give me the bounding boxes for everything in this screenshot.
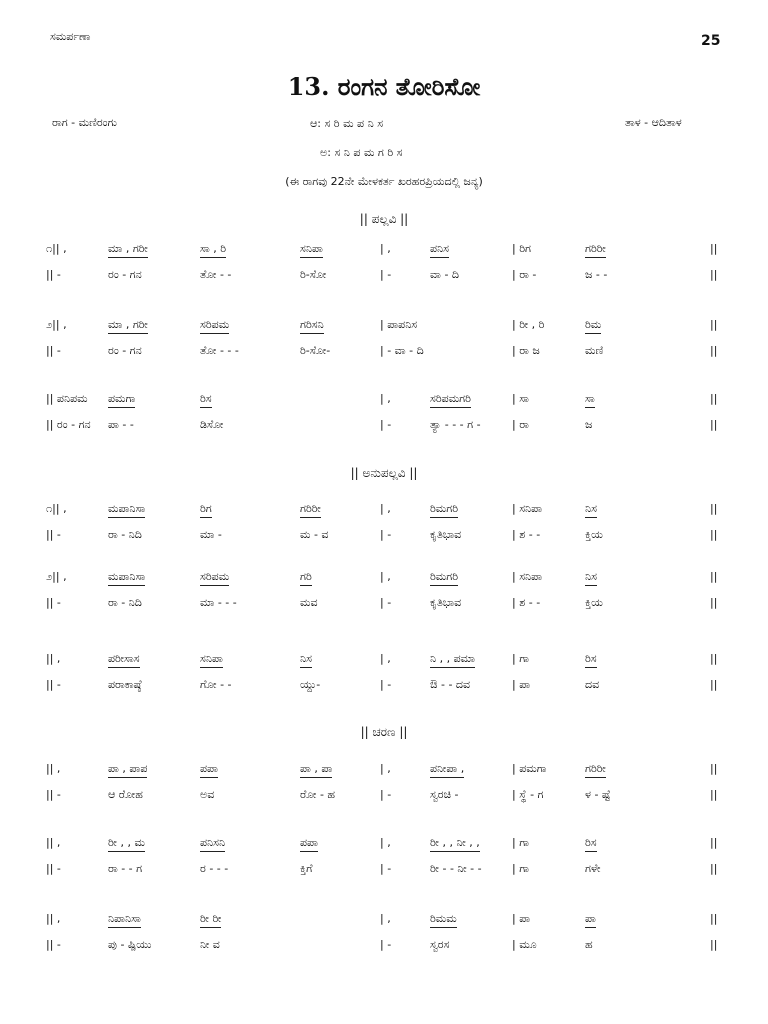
notation-cell: | ರಿಗ bbox=[512, 242, 531, 255]
notation-cell: ರಿಸ bbox=[200, 392, 212, 408]
notation-cell: ನಿಪಾನಿಸಾ bbox=[108, 912, 141, 928]
notation-cell: ಜ - - bbox=[585, 268, 608, 281]
notation-cell: || ಪನಿಪಮ bbox=[46, 392, 88, 405]
notation-cell: || bbox=[710, 938, 718, 951]
notation-cell: || bbox=[710, 912, 718, 925]
notation-cell: || , bbox=[46, 912, 61, 925]
notation-row bbox=[0, 502, 768, 522]
notation-cell: ರ - - - bbox=[200, 862, 229, 875]
notation-cell: ರೀ , , ನೀ , , bbox=[430, 836, 480, 852]
notation-cell: | ಗಾ bbox=[512, 862, 530, 875]
notation-cell: || bbox=[710, 570, 718, 583]
notation-cell: ಪಾ , ಪಾಪ bbox=[108, 762, 147, 778]
notation-cell: ತೋ - - - bbox=[200, 344, 239, 357]
notation-cell: | ಗಾ bbox=[512, 836, 530, 849]
notation-cell: ರೀ ರೀ bbox=[200, 912, 221, 928]
notation-cell: || bbox=[710, 836, 718, 849]
notation-cell: ಡಿಸೋ bbox=[200, 418, 224, 431]
notation-cell: ಳ - ಷ್ಟೆ bbox=[585, 788, 611, 801]
notation-row bbox=[0, 242, 768, 262]
notation-row bbox=[0, 912, 768, 932]
notation-cell: ರಿಮಮ bbox=[430, 912, 457, 928]
notation-cell: ಸನಿಪಾ bbox=[200, 652, 223, 668]
notation-cell: ಸರಿಪಮಗರಿ bbox=[430, 392, 471, 408]
notation-cell: ಮಾ - bbox=[200, 528, 222, 541]
notation-cell: ಸ್ವರಸ bbox=[430, 938, 450, 951]
notation-cell: ಜ bbox=[585, 418, 593, 431]
notation-row bbox=[0, 318, 768, 338]
notation-cell: ೧|| , bbox=[46, 242, 67, 255]
notation-cell: ರಂ - ಗನ bbox=[108, 268, 142, 281]
notation-cell: || , bbox=[46, 836, 61, 849]
notation-cell: ೨|| , bbox=[46, 318, 67, 331]
notation-cell: ಮವ bbox=[300, 596, 318, 609]
notation-cell: || bbox=[710, 502, 718, 515]
notation-cell: | ಗಾ bbox=[512, 652, 530, 665]
notation-cell: || - bbox=[46, 938, 61, 951]
section-anupallavi: || ಅನುಪಲ್ಲವಿ || bbox=[350, 466, 418, 480]
song-title: 13. ರಂಗನ ತೋರಿಸೋ bbox=[287, 72, 481, 101]
notation-cell: | - bbox=[380, 268, 392, 281]
notation-row bbox=[0, 596, 768, 616]
notation-row bbox=[0, 344, 768, 364]
notation-cell: | - bbox=[380, 678, 392, 691]
notation-cell: ರಿಸ bbox=[585, 652, 597, 668]
notation-cell: ಗರಿ bbox=[300, 570, 312, 586]
notation-cell: || - bbox=[46, 596, 61, 609]
notation-cell: ರಿಗ bbox=[200, 502, 212, 518]
notation-cell: | ರಾ bbox=[512, 418, 529, 431]
notation-cell: || bbox=[710, 392, 718, 405]
notation-cell: ಪಪಾ bbox=[200, 762, 218, 778]
notation-cell: ಆ ರೋಹ bbox=[108, 788, 143, 801]
janya-note: (ಈ ರಾಗವು 22ನೇ ಮೇಳಕರ್ತ ಖರಹರಪ್ರಿಯದಲ್ಲಿ ಜನ್ಯ) bbox=[285, 175, 483, 188]
notation-cell: ಮಣಿ bbox=[585, 344, 604, 357]
notation-cell: ನಿಸ bbox=[585, 570, 597, 586]
notation-cell: | ರೀ , ರಿ bbox=[512, 318, 545, 331]
arohana-line: ಆ: ಸ ರಿ ಮ ಪ ನಿ ಸ bbox=[310, 117, 384, 130]
notation-cell: || - bbox=[46, 344, 61, 357]
notation-cell: ಪನಿಸ bbox=[430, 242, 449, 258]
notation-cell: ರಂ - ಗನ bbox=[108, 344, 142, 357]
notation-cell: ರಿಸ bbox=[585, 836, 597, 852]
notation-cell: || - bbox=[46, 268, 61, 281]
notation-cell: ಪಾ , ಪಾ bbox=[300, 762, 332, 778]
notation-cell: ಪಮಗಾ bbox=[108, 392, 135, 408]
notation-cell: ಗರಿರೀ bbox=[300, 502, 321, 518]
notation-row bbox=[0, 862, 768, 882]
notation-cell: ರಿ-ಸೋ bbox=[300, 268, 327, 281]
raga-label: ರಾಗ - ಮಣಿರಂಗು bbox=[52, 116, 118, 129]
notation-cell: ಮಾ , ಗರೀ bbox=[108, 242, 148, 258]
section-charana: || ಚರಣ || bbox=[360, 725, 408, 739]
notation-cell: ಮಾ - - - bbox=[200, 596, 237, 609]
notation-cell: | - ವಾ - ದಿ bbox=[380, 344, 424, 357]
notation-cell: ಪನೀಪಾ , bbox=[430, 762, 464, 778]
notation-cell: ಸ್ವರಚಿ - bbox=[430, 788, 459, 801]
notation-cell: | , bbox=[380, 242, 391, 255]
notation-cell: ಔ - - ದವ bbox=[430, 678, 471, 691]
notation-cell: ನಿ , , ಪಮಾ bbox=[430, 652, 475, 668]
notation-cell: ಹ bbox=[585, 938, 593, 951]
notation-cell: ಸಾ bbox=[585, 392, 595, 408]
notation-cell: || bbox=[710, 344, 718, 357]
notation-cell: || , bbox=[46, 762, 61, 775]
notation-cell: | , bbox=[380, 836, 391, 849]
notation-cell: | - bbox=[380, 938, 392, 951]
notation-cell: || bbox=[710, 528, 718, 541]
notation-cell: || - bbox=[46, 528, 61, 541]
notation-cell: ಪರೀಸಾಸ bbox=[108, 652, 140, 668]
notation-cell: ಸರಿಪಮ bbox=[200, 318, 229, 334]
notation-cell: || bbox=[710, 762, 718, 775]
notation-cell: || bbox=[710, 652, 718, 665]
notation-cell: | , bbox=[380, 762, 391, 775]
notation-row bbox=[0, 788, 768, 808]
notation-cell: ರಿಮ bbox=[585, 318, 601, 334]
notation-cell: ತೋ - - bbox=[200, 268, 232, 281]
notation-cell: || , bbox=[46, 652, 61, 665]
notation-row bbox=[0, 762, 768, 782]
notation-cell: || bbox=[710, 268, 718, 281]
notation-cell: || - bbox=[46, 788, 61, 801]
notation-row bbox=[0, 528, 768, 548]
notation-cell: ಗರಿರೀ bbox=[585, 242, 606, 258]
notation-row bbox=[0, 268, 768, 288]
notation-cell: ರಿಮಗರಿ bbox=[430, 502, 458, 518]
notation-cell: | ರಾ - bbox=[512, 268, 537, 281]
notation-cell: ವಾ - ದಿ bbox=[430, 268, 460, 281]
section-pallavi: || ಪಲ್ಲವಿ || bbox=[359, 212, 409, 226]
notation-cell: ಮಪಾನಿಸಾ bbox=[108, 570, 145, 586]
notation-cell: | ಪಾ bbox=[512, 912, 531, 925]
notation-cell: ಕ್ತಿಯ bbox=[585, 528, 603, 541]
notation-cell: ನಿಸ bbox=[300, 652, 312, 668]
notation-cell: ಪು - ಷ್ಪಿಯು bbox=[108, 938, 152, 951]
notation-cell: || ರಂ - ಗನ bbox=[46, 418, 91, 431]
notation-cell: ಮಪಾನಿಸಾ bbox=[108, 502, 145, 518]
notation-row bbox=[0, 652, 768, 672]
notation-row bbox=[0, 418, 768, 438]
notation-cell: ಗರಿರೀ bbox=[585, 762, 606, 778]
notation-cell: ದವ bbox=[585, 678, 600, 691]
notation-cell: ಸಾ , ರಿ bbox=[200, 242, 226, 258]
notation-cell: ನಿಸ bbox=[585, 502, 597, 518]
notation-row bbox=[0, 570, 768, 590]
notation-cell: | ಸನಿಪಾ bbox=[512, 502, 543, 515]
notation-cell: | , bbox=[380, 502, 391, 515]
book-title: ಸಮರ್ಪಣಾ bbox=[50, 30, 91, 43]
notation-cell: ಕ್ತಿಗೆ bbox=[300, 862, 313, 875]
notation-cell: ರಿಮಗರಿ bbox=[430, 570, 458, 586]
notation-cell: || bbox=[710, 418, 718, 431]
notation-cell: ಕೃತಿಭಾವ bbox=[430, 528, 462, 541]
notation-cell: ನೀ ವ bbox=[200, 938, 220, 951]
notation-cell: | - bbox=[380, 528, 392, 541]
notation-cell: ಸನಿಪಾ bbox=[300, 242, 323, 258]
notation-cell: ರೋ - ಹ bbox=[300, 788, 336, 801]
notation-cell: | ಪಾ bbox=[512, 678, 531, 691]
notation-cell: ರಾ - ನಿದಿ bbox=[108, 528, 142, 541]
notation-cell: ಅವ bbox=[200, 788, 215, 801]
notation-cell: || - bbox=[46, 678, 61, 691]
notation-cell: | - bbox=[380, 788, 392, 801]
notation-cell: ೨|| , bbox=[46, 570, 67, 583]
notation-cell: | , bbox=[380, 912, 391, 925]
notation-cell: | - bbox=[380, 862, 392, 875]
notation-cell: ಪಾ bbox=[585, 912, 596, 928]
notation-cell: | ಸಾ bbox=[512, 392, 529, 405]
notation-cell: ಕೃತಿಭಾವ bbox=[430, 596, 462, 609]
notation-cell: || - bbox=[46, 862, 61, 875]
notation-cell: ಯ್ದು- bbox=[300, 678, 321, 691]
notation-cell: ರಿ-ಸೋ- bbox=[300, 344, 331, 357]
notation-cell: || bbox=[710, 862, 718, 875]
notation-cell: || bbox=[710, 242, 718, 255]
notation-cell: | , bbox=[380, 392, 391, 405]
notation-cell: | ಶ - - bbox=[512, 596, 541, 609]
notation-cell: | - bbox=[380, 418, 392, 431]
notation-row bbox=[0, 836, 768, 856]
notation-cell: || bbox=[710, 596, 718, 609]
notation-cell: | ಮೂ bbox=[512, 938, 537, 951]
notation-cell: | ಪಮಗಾ bbox=[512, 762, 547, 775]
notation-cell: ಸರಿಪಮ bbox=[200, 570, 229, 586]
notation-row bbox=[0, 678, 768, 698]
notation-cell: ತ್ಯಾ - - - ಗ - bbox=[430, 418, 481, 431]
notation-cell: | ಪಾಪನಿಸ bbox=[380, 318, 418, 331]
notation-cell: ಮಾ , ಗರೀ bbox=[108, 318, 148, 334]
notation-row bbox=[0, 392, 768, 412]
notation-cell: | ಶ - - bbox=[512, 528, 541, 541]
tala-label: ತಾಳ - ಆದಿತಾಳ bbox=[625, 116, 682, 129]
notation-cell: ಕ್ತಿಯ bbox=[585, 596, 603, 609]
notation-cell: ಪರಾಕಾಷ್ಠೆ bbox=[108, 678, 142, 691]
notation-cell: | , bbox=[380, 570, 391, 583]
notation-cell: ಪನಿಸನಿ bbox=[200, 836, 225, 852]
page-number: 25 bbox=[701, 33, 721, 49]
notation-cell: | ರಾ ಜ bbox=[512, 344, 540, 357]
notation-cell: ರಾ - - ಗ bbox=[108, 862, 143, 875]
avarohana-line: ಅ: ಸ ನಿ ಪ ಮ ಗ ರಿ ಸ bbox=[320, 146, 403, 159]
notation-cell: ಗೋ - - bbox=[200, 678, 232, 691]
notation-cell: || bbox=[710, 318, 718, 331]
notation-row bbox=[0, 938, 768, 958]
notation-cell: | ಸನಿಪಾ bbox=[512, 570, 543, 583]
notation-cell: | ಸ್ಥೆ - ಗ bbox=[512, 788, 544, 801]
notation-cell: | - bbox=[380, 596, 392, 609]
notation-cell: ರೀ , , ಮ bbox=[108, 836, 145, 852]
notation-cell: ಪಾ - - bbox=[108, 418, 134, 431]
notation-cell: ಮ - ವ bbox=[300, 528, 329, 541]
notation-cell: ಪಪಾ bbox=[300, 836, 318, 852]
notation-cell: ಗರಿಸನಿ bbox=[300, 318, 324, 334]
notation-cell: ರೀ - - ನೀ - - bbox=[430, 862, 482, 875]
notation-cell: ೧|| , bbox=[46, 502, 67, 515]
notation-cell: | , bbox=[380, 652, 391, 665]
notation-cell: || bbox=[710, 788, 718, 801]
notation-cell: ರಾ - ನಿದಿ bbox=[108, 596, 142, 609]
notation-cell: || bbox=[710, 678, 718, 691]
notation-cell: ಗಳೇ bbox=[585, 862, 601, 875]
